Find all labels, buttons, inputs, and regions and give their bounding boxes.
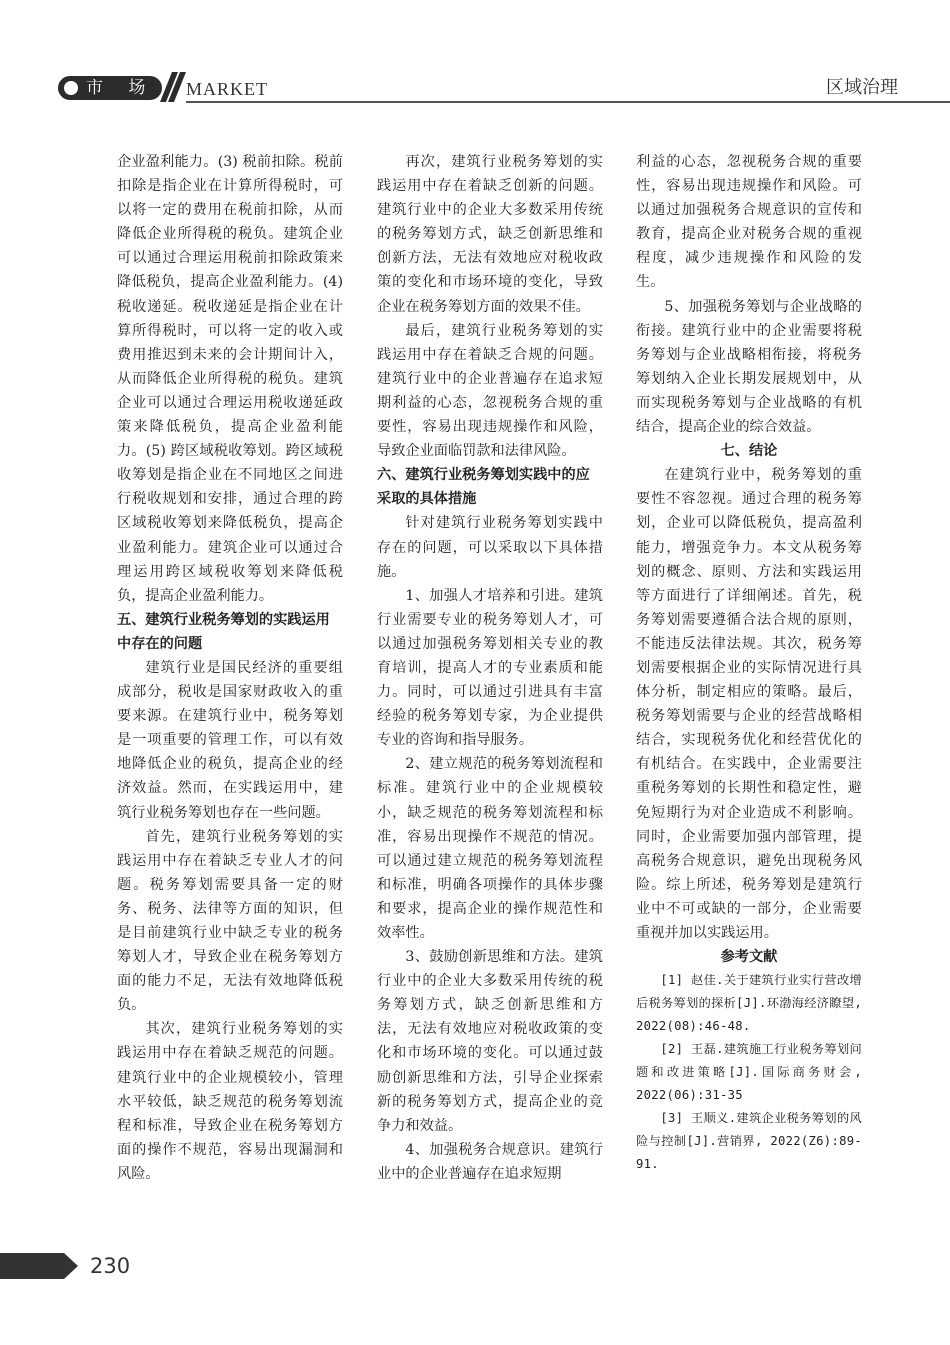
running-header [0,70,950,104]
circle-icon [64,81,78,95]
body-paragraph: 1、加强人才培养和引进。建筑行业需要专业的税务筹划人才，可以通过加强税务筹划相关专业的教育培训，提高人才的专业素质和能力。同时，可以通过引进具有丰富经验的税务筹划专家，为企业提供专业的咨询和指导服务。 [377,587,603,749]
section-heading: 六、建筑行业税务筹划实践中的应采取的具体措施 [377,467,590,508]
page-number-arrow-icon [0,1253,78,1279]
body-paragraph: 企业盈利能力。(3) 税前扣除。税前扣除是指企业在计算所得税时，可以将一定的费用在税前扣除，从而降低企业所得税的税负。建筑企业可以通过合理运用税前扣除政策来降低税负，提高企业盈利能力。(4) 税收递延。税收递延是指企业在计算所得税时，可以将一定的收入或费用推迟到未来的会计期间计入，从而降低企业所得税的税负。建筑企业可以通过合理运用税收递延政策来降低税负，提高企业盈利能力。(5) 跨区域税收筹划。跨区域税收筹划是指企业在不同地区之间进行税收规划和安排，通过合理的跨区域税收筹划来降低税负，提高企业盈利能力。建筑企业可以通过合理运用跨区域税收筹划来降低税负，提高企业盈利能力。 [117,154,343,604]
section-title-cn: 市 场 [86,78,156,98]
body-paragraph: 再次，建筑行业税务筹划的实践运用中存在着缺乏创新的问题。建筑行业中的企业大多数采用传统的税务筹划方式，缺乏创新思维和创新方法，无法有效地应对税收政策的变化和市场环境的变化，导致企业在税务筹划方面的效果不佳。 [377,154,603,315]
body-paragraph: 其次，建筑行业税务筹划的实践运用中存在着缺乏规范的问题。建筑行业中的企业规模较小，管理水平较低，缺乏规范的税务筹划流程和标准，导致企业在税务筹划方面的操作不规范，容易出现漏洞和风险。 [117,1021,343,1182]
body-paragraph: 针对建筑行业税务筹划实践中存在的问题，可以采取以下具体措施。 [377,515,603,580]
reference-entry: [3] 王顺义.建筑企业税务筹划的风险与控制[J].营销界, 2022(Z6):89-91. [636,1111,862,1172]
section-heading: 五、建筑行业税务筹划的实践运用中存在的问题 [117,611,330,652]
body-paragraph: 3、鼓励创新思维和方法。建筑行业中的企业大多数采用传统的税务筹划方式，缺乏创新思维和方法，无法有效地应对税收政策的变化和市场环境的变化。可以通过鼓励创新思维和方法，引导企业探索新的税务筹划方式，提高企业的竞争力和效益。 [377,949,603,1134]
section-title-en: MARKET [186,79,268,99]
body-paragraph: 最后，建筑行业税务筹划的实践运用中存在着缺乏合规的问题。建筑行业中的企业普遍存在追求短期利益的心态，忽视税务合规的重要性，容易出现违规操作和风险，导致企业面临罚款和法律风险。 [377,322,603,460]
body-paragraph: 5、加强税务筹划与企业战略的衔接。建筑行业中的企业需要将税务筹划与企业战略相衔接，将税务筹划纳入企业长期发展规划中，从而实现税务筹划与企业战略的有机结合，提高企业的综合效益。 [636,298,862,436]
section-heading: 七、结论 [720,443,778,460]
text-column-1 [117,150,343,1186]
body-paragraph: 2、建立规范的税务筹划流程和标准。建筑行业中的企业规模较小，缺乏规范的税务筹划流程和标准，容易出现操作不规范的情况。可以通过建立规范的税务筹划流程和标准，明确各项操作的具体步骤和要求，提高企业的操作规范性和效率性。 [377,756,603,941]
reference-entry: [2] 王磊.建筑施工行业税务筹划问题和改进策略[J].国际商务财会, 2022(06):31-35 [636,1042,862,1103]
slash-divider-icon [160,72,186,102]
column-label: 区域治理 [826,77,898,98]
section-heading: 参考文献 [720,949,778,966]
text-column-3 [636,150,862,1176]
body-paragraph: 建筑行业是国民经济的重要组成部分，税收是国家财政收入的重要来源。在建筑行业中，税务筹划是一项重要的管理工作，可以有效地降低企业的税负，提高企业的经济效益。然而，在实践运用中，建筑行业税务筹划也存在一些问题。 [117,659,343,821]
header-rule [186,101,950,103]
page-number: 230 [90,1254,131,1278]
body-paragraph: 利益的心态，忽视税务合规的重要性，容易出现违规操作和风险。可以通过加强税务合规意识的宣传和教育，提高企业对税务合规的重视程度，减少违规操作和风险的发生。 [636,154,862,291]
body-paragraph: 4、加强税务合规意识。建筑行业中的企业普遍存在追求短期 [377,1141,603,1182]
text-column-2 [377,150,603,1186]
reference-entry: [1] 赵佳.关于建筑行业实行营改增后税务筹划的探析[J].环渤海经济瞭望, 2022(08):46-48. [636,973,862,1034]
body-paragraph: 在建筑行业中，税务筹划的重要性不容忽视。通过合理的税务筹划，企业可以降低税负，提高盈利能力，增强竞争力。本文从税务筹划的概念、原则、方法和实践运用等方面进行了详细阐述。首先，税务筹划需要遵循合法合规的原则，不能违反法律法规。其次，税务筹划需要根据企业的实际情况进行具体分析，制定相应的策略。最后，税务筹划需要与企业的经营战略相结合，实现税务优化和经营优化的有机结合。在实践中，企业需要注重税务筹划的长期性和稳定性，避免短期行为对企业造成不利影响。同时，企业需要加强内部管理，提高税务合规意识，避免出现税务风险。综上所述，税务筹划是建筑行业中不可或缺的一部分，企业需要重视并加以实践运用。 [636,467,862,941]
body-paragraph: 首先，建筑行业税务筹划的实践运用中存在着缺乏专业人才的问题。税务筹划需要具备一定的财务、税务、法律等方面的知识，但是目前建筑行业中缺乏专业的税务筹划人才，导致企业在税务筹划方面的能力不足，无法有效地降低税负。 [117,828,343,1014]
